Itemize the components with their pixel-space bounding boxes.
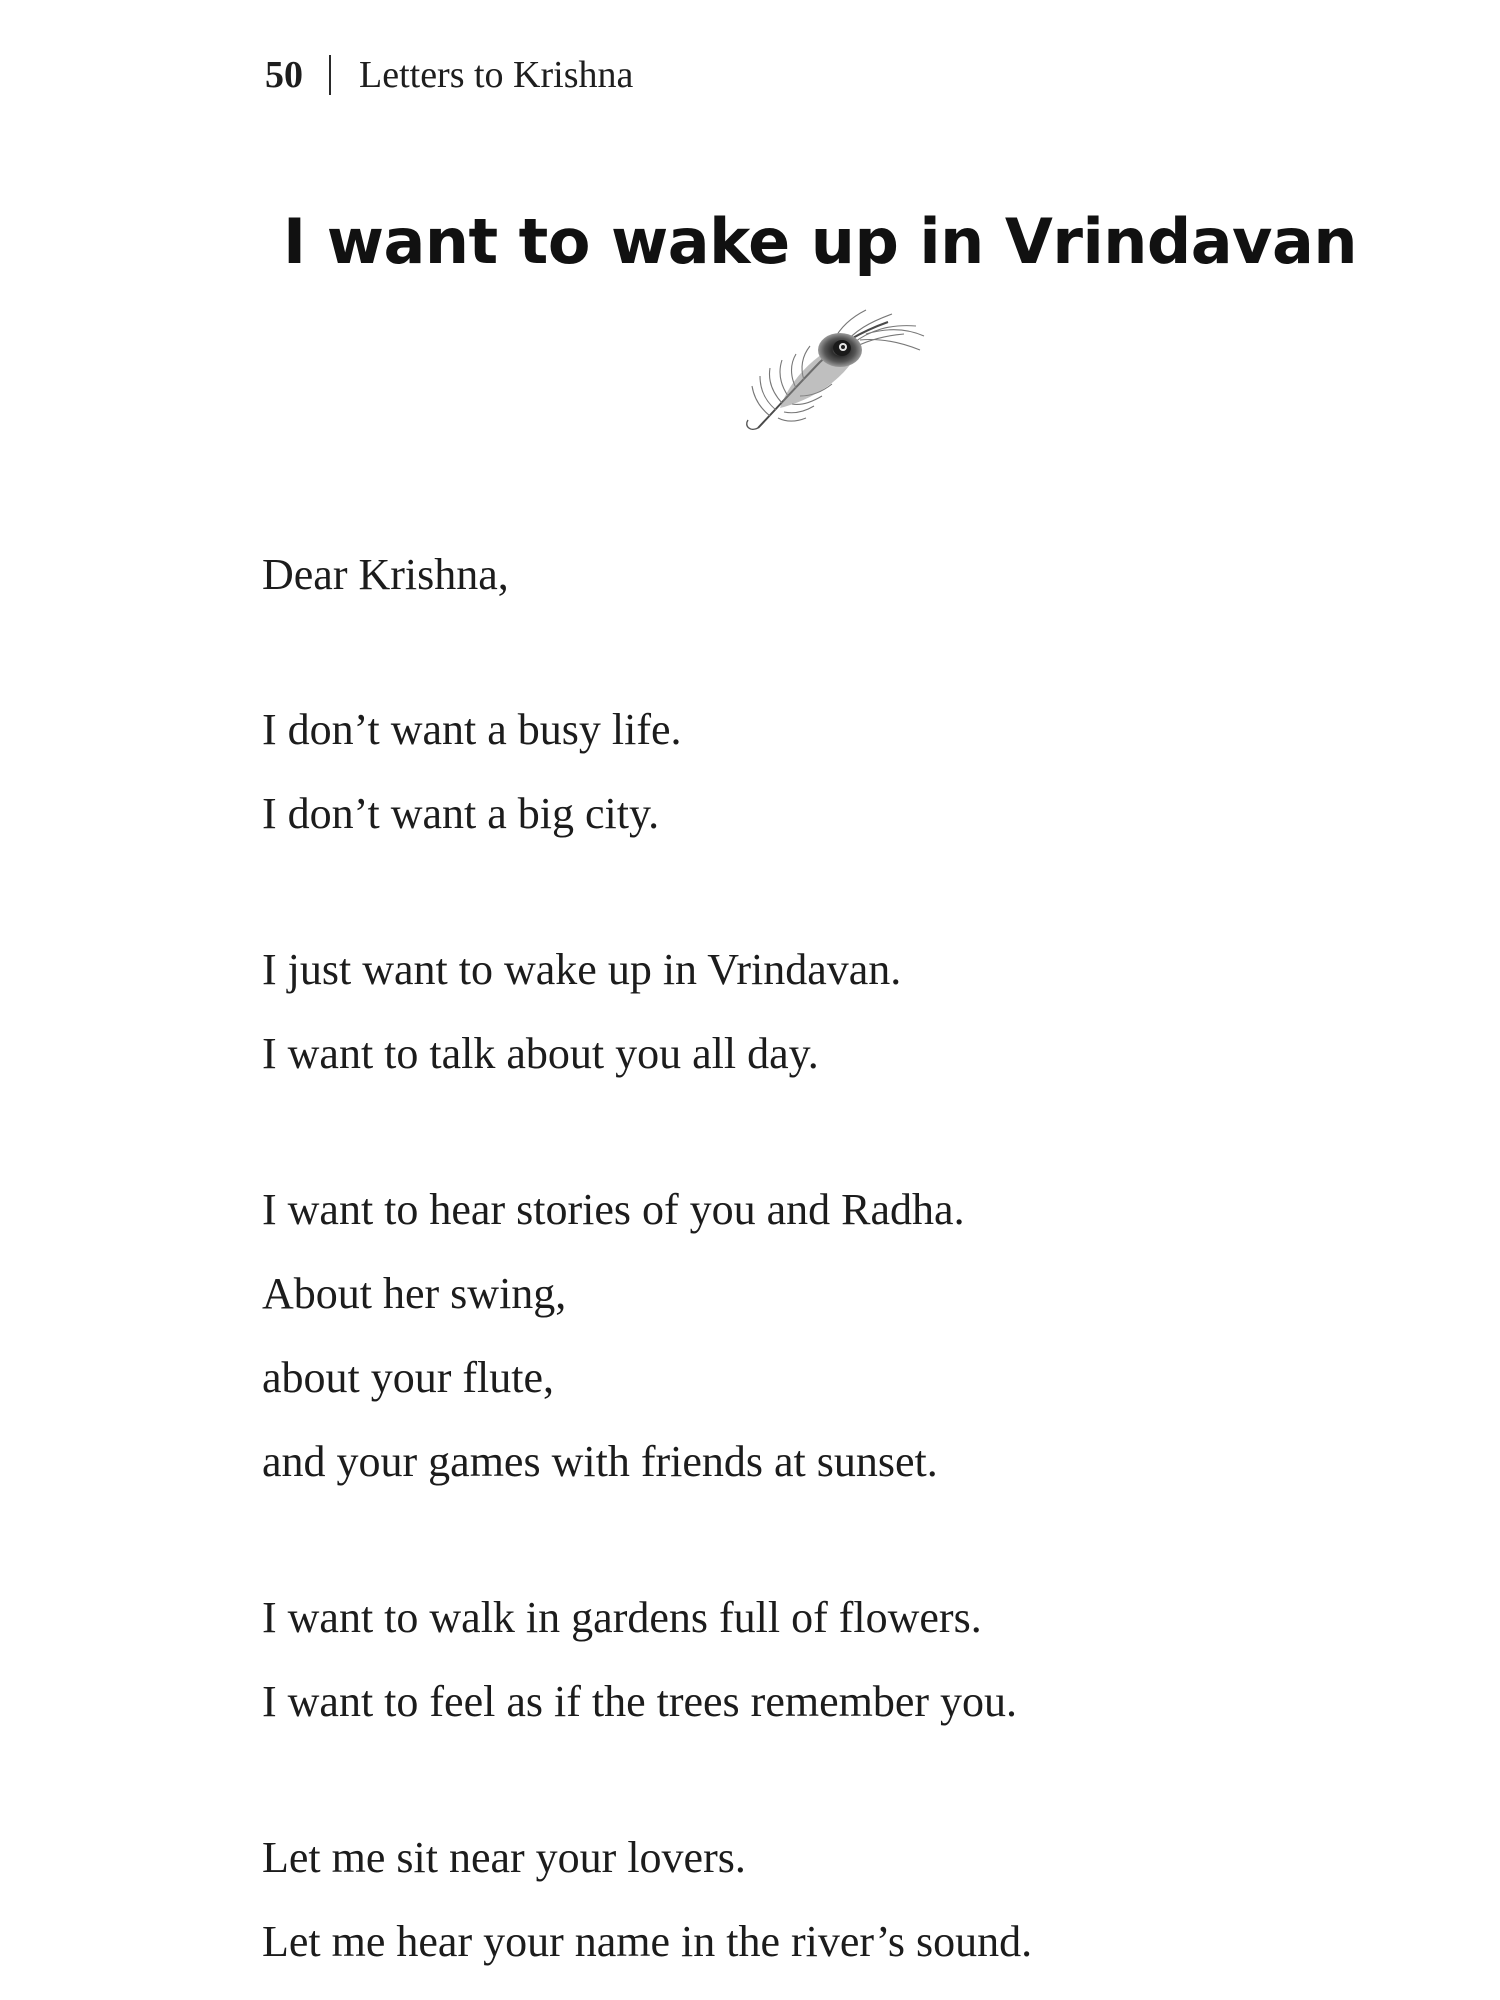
running-head-divider [329,55,331,95]
book-title: Letters to Krishna [359,54,634,96]
stanza-4-line-2: I want to feel as if the trees remember you. [262,1677,1018,1726]
stanza-1-line-1: I don’t want a busy life. [262,705,682,754]
page-number: 50 [265,54,303,96]
stanza-1-line-2: I don’t want a big city. [262,789,660,838]
stanza-4-line-1: I want to walk in gardens full of flowers. [262,1593,982,1642]
running-head [265,50,633,100]
stanza-2-line-1: I just want to wake up in Vrindavan. [262,945,902,994]
chapter-title: I want to wake up in Vrindavan [283,205,1357,278]
stanza-3-line-4: and your games with friends at sunset. [262,1437,938,1486]
stanza-3-line-3: about your flute, [262,1353,555,1402]
stanza-5-line-2: Let me hear your name in the river’s sound. [262,1917,1033,1966]
stanza-3-line-2: About her swing, [262,1269,567,1318]
stanza-5-line-1: Let me sit near your lovers. [262,1833,746,1882]
salutation: Dear Krishna, [262,550,509,599]
stanza-3-line-1: I want to hear stories of you and Radha. [262,1185,965,1234]
peacock-feather-icon [720,300,930,440]
stanza-2-line-2: I want to talk about you all day. [262,1029,819,1078]
